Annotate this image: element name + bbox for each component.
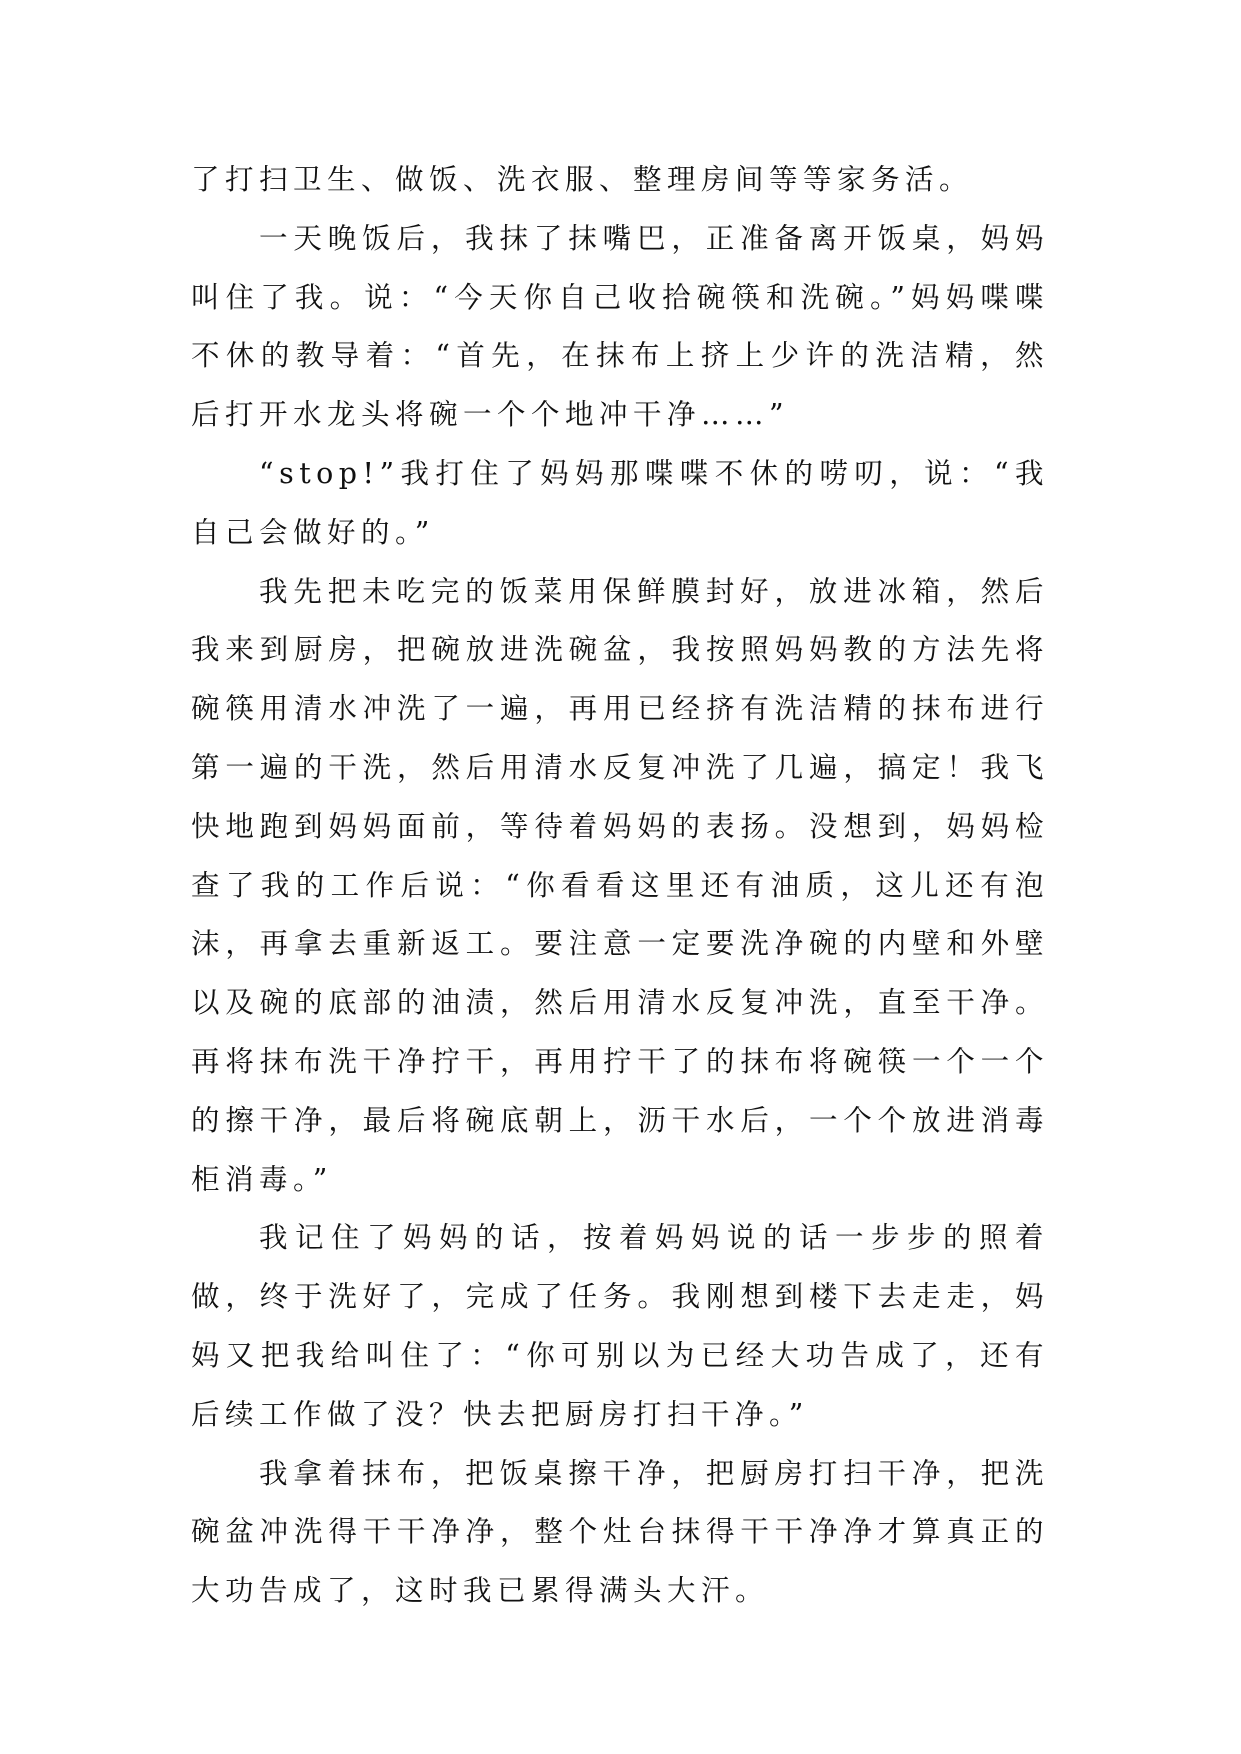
document-body bbox=[191, 151, 1049, 1621]
paragraph-2: 一天晚饭后，我抹了抹嘴巴，正准备离开饭桌，妈妈叫住了我。说：“今天你自己收拾碗筷和洗碗。”妈妈喋喋不休的教导着：“首先，在抹布上挤上少许的洗洁精，然后打开水龙头将碗一个个地冲干净……” bbox=[191, 221, 1049, 432]
paragraph-6: 我拿着抹布，把饭桌擦干净，把厨房打扫干净，把洗碗盆冲洗得干干净净，整个灶台抹得干干净净才算真正的大功告成了，这时我已累得满头大汗。 bbox=[191, 1456, 1049, 1608]
paragraph-4: 我先把未吃完的饭菜用保鲜膜封好，放进冰箱，然后我来到厨房，把碗放进洗碗盆，我按照妈妈教的方法先将碗筷用清水冲洗了一遍，再用已经挤有洗洁精的抹布进行第一遍的干洗，然后用清水反复冲洗了几遍，搞定！我飞快地跑到妈妈面前，等待着妈妈的表扬。没想到，妈妈检查了我的工作后说：“你看看这里还有油质，这儿还有泡沫，再拿去重新返工。要注意一定要洗净碗的内壁和外壁以及碗的底部的油渍，然后用清水反复冲洗，直至干净。再将抹布洗干净拧干，再用拧干了的抹布将碗筷一个一个的擦干净，最后将碗底朝上，沥干水后，一个个放进消毒柜消毒。” bbox=[191, 574, 1049, 1196]
paragraph-1: 了打扫卫生、做饭、洗衣服、整理房间等等家务活。 bbox=[191, 163, 974, 196]
paragraph-5: 我记住了妈妈的话，按着妈妈说的话一步步的照着做，终于洗好了，完成了任务。我刚想到楼下去走走，妈妈又把我给叫住了：“你可别以为已经大功告成了，还有后续工作做了没？快去把厨房打扫干净。” bbox=[191, 1221, 1049, 1431]
paragraph-3: “stop!”我打住了妈妈那喋喋不休的唠叨，说：“我自己会做好的。” bbox=[191, 456, 1049, 549]
